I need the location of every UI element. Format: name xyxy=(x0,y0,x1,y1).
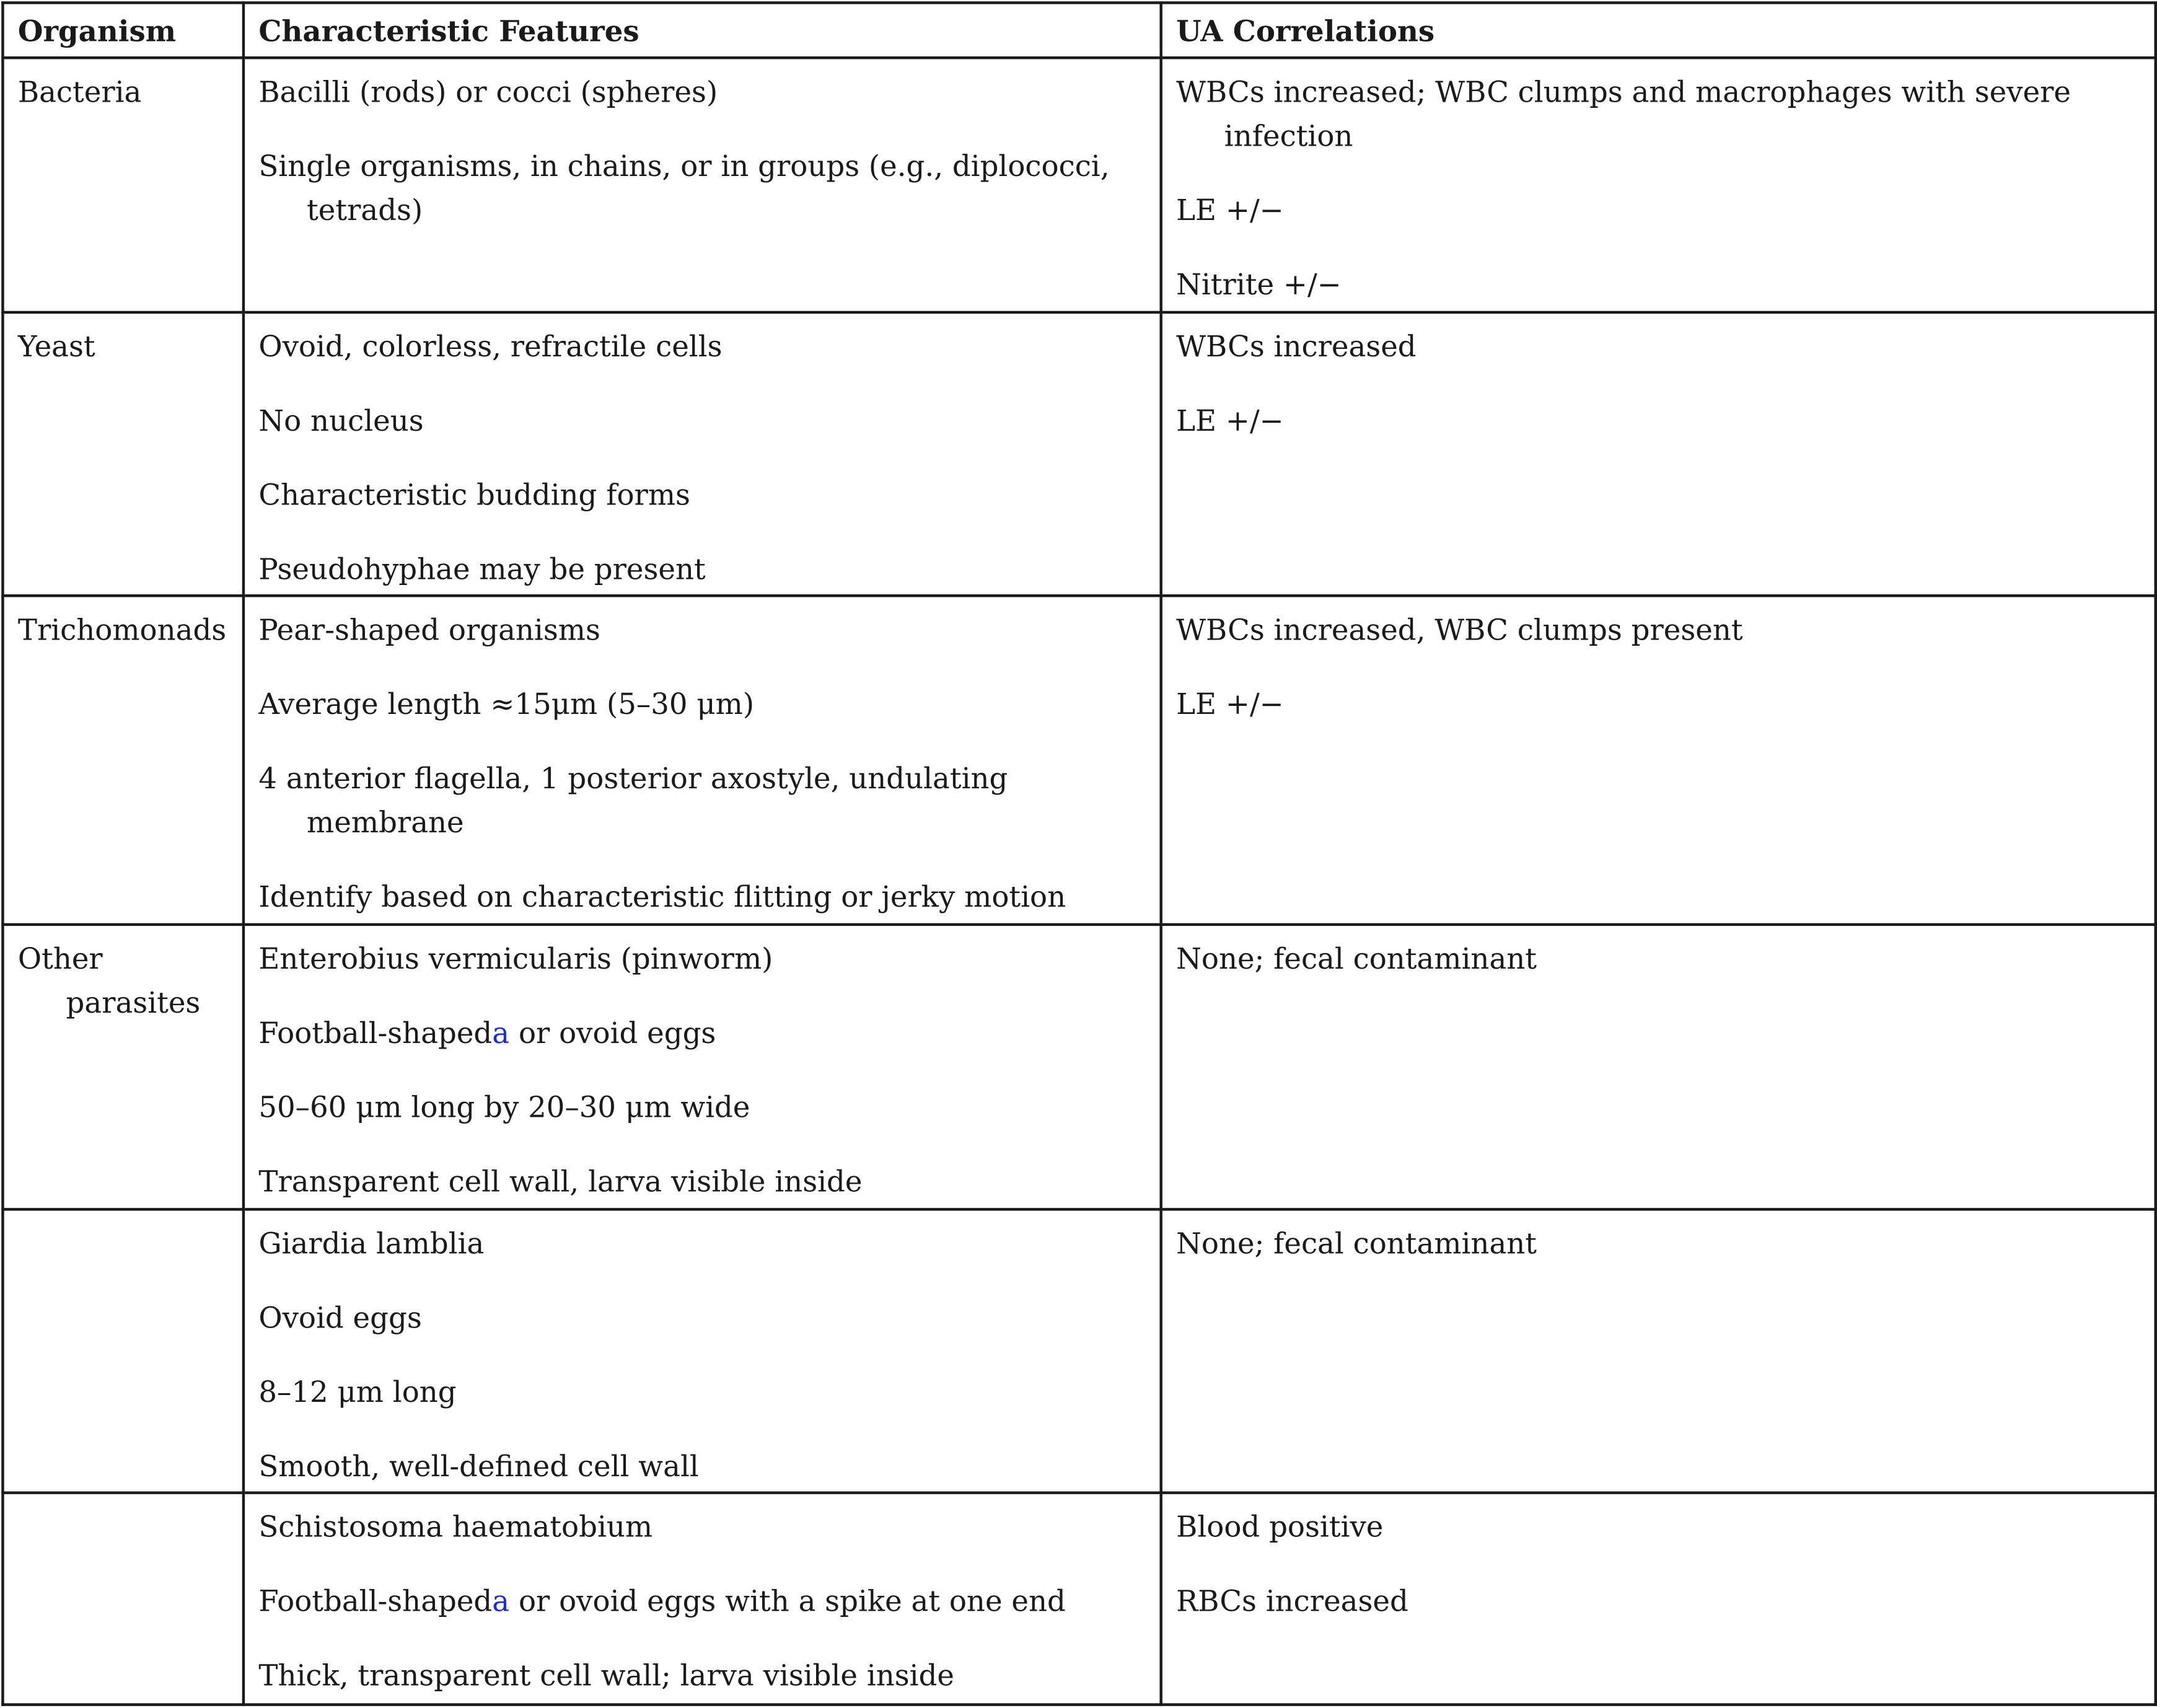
footnote-link-a[interactable]: a xyxy=(492,1016,510,1049)
header-row xyxy=(2,2,2155,58)
feature-line: Average length ≈15μm (5–30 μm) xyxy=(258,688,755,721)
organism-cell xyxy=(2,1492,244,1704)
header-ua-correlations: UA Correlations xyxy=(1161,2,2156,58)
feature-line: Identify based on characteristic flitting or jerky motion xyxy=(258,881,1066,914)
correlations-cell xyxy=(1161,924,2156,1209)
organism-cell xyxy=(2,1209,244,1493)
correlation-line: LE +/− xyxy=(1176,404,1284,438)
correlations-cell xyxy=(1161,58,2156,312)
feature-line: 50–60 μm long by 20–30 μm wide xyxy=(258,1090,750,1124)
correlation-line: LE +/− xyxy=(1176,194,1284,227)
correlation-line: WBCs increased, WBC clumps present xyxy=(1176,614,1743,648)
correlation-line: LE +/− xyxy=(1176,688,1284,721)
correlation-line: WBCs increased; WBC clumps and macrophages with severe infection xyxy=(1176,76,2071,153)
organism-cell: Bacteria xyxy=(2,58,244,312)
features-cell xyxy=(244,1492,1161,1704)
correlation-line: Nitrite +/− xyxy=(1176,268,1342,302)
footnote-link-a[interactable]: a xyxy=(492,1585,510,1618)
correlations-cell xyxy=(1161,596,2156,924)
header-organism: Organism xyxy=(2,2,244,58)
feature-line: Schistosoma haematobium xyxy=(258,1510,653,1544)
feature-line: Football-shapeda or ovoid eggs with a spike at one end xyxy=(258,1585,1066,1618)
table-row xyxy=(2,596,2155,924)
feature-line: Enterobius vermicularis (pinworm) xyxy=(258,941,773,975)
features-cell xyxy=(244,58,1161,312)
organism-cell: Yeast xyxy=(2,312,244,596)
organism-cell: Other parasites xyxy=(2,924,244,1209)
table-row xyxy=(2,58,2155,312)
feature-line: 4 anterior flagella, 1 posterior axostyle, undulating membrane xyxy=(258,762,1008,840)
organism-cell: Trichomonads xyxy=(2,596,244,924)
correlation-line: None; fecal contaminant xyxy=(1176,941,1537,975)
organisms-table xyxy=(1,1,2157,1706)
feature-line: Characteristic budding forms xyxy=(258,478,690,513)
feature-line: Giardia lamblia xyxy=(258,1226,485,1260)
features-cell xyxy=(244,924,1161,1209)
feature-line: No nucleus xyxy=(258,404,424,438)
table-row xyxy=(2,1492,2155,1704)
correlation-line: Blood positive xyxy=(1176,1510,1384,1544)
correlation-line: WBCs increased xyxy=(1176,330,1417,364)
feature-line: Smooth, well-defined cell wall xyxy=(258,1450,699,1483)
feature-line: 8–12 μm long xyxy=(258,1375,457,1409)
correlations-cell xyxy=(1161,1209,2156,1493)
correlation-line: RBCs increased xyxy=(1176,1585,1408,1618)
table-row xyxy=(2,924,2155,1209)
features-cell xyxy=(244,312,1161,596)
feature-line: Single organisms, in chains, or in groups (e.g., diplococci, tetrads) xyxy=(258,149,1110,227)
table-row xyxy=(2,1209,2155,1493)
correlations-cell xyxy=(1161,312,2156,596)
header-characteristic-features: Characteristic Features xyxy=(244,2,1161,58)
feature-line: Transparent cell wall, larva visible inside xyxy=(258,1164,863,1198)
feature-line: Pear-shaped organisms xyxy=(258,614,600,648)
features-cell xyxy=(244,1209,1161,1493)
feature-line: Ovoid, colorless, refractile cells xyxy=(258,330,723,364)
features-cell xyxy=(244,596,1161,924)
feature-line: Ovoid eggs xyxy=(258,1301,422,1334)
correlations-cell xyxy=(1161,1492,2156,1704)
correlation-line: None; fecal contaminant xyxy=(1176,1226,1537,1260)
feature-line: Pseudohyphae may be present xyxy=(258,553,706,587)
feature-line: Bacilli (rods) or cocci (spheres) xyxy=(258,76,718,109)
feature-line: Thick, transparent cell wall; larva visible inside xyxy=(258,1658,955,1693)
table-row xyxy=(2,312,2155,596)
feature-line: Football-shapeda or ovoid eggs xyxy=(258,1016,716,1049)
